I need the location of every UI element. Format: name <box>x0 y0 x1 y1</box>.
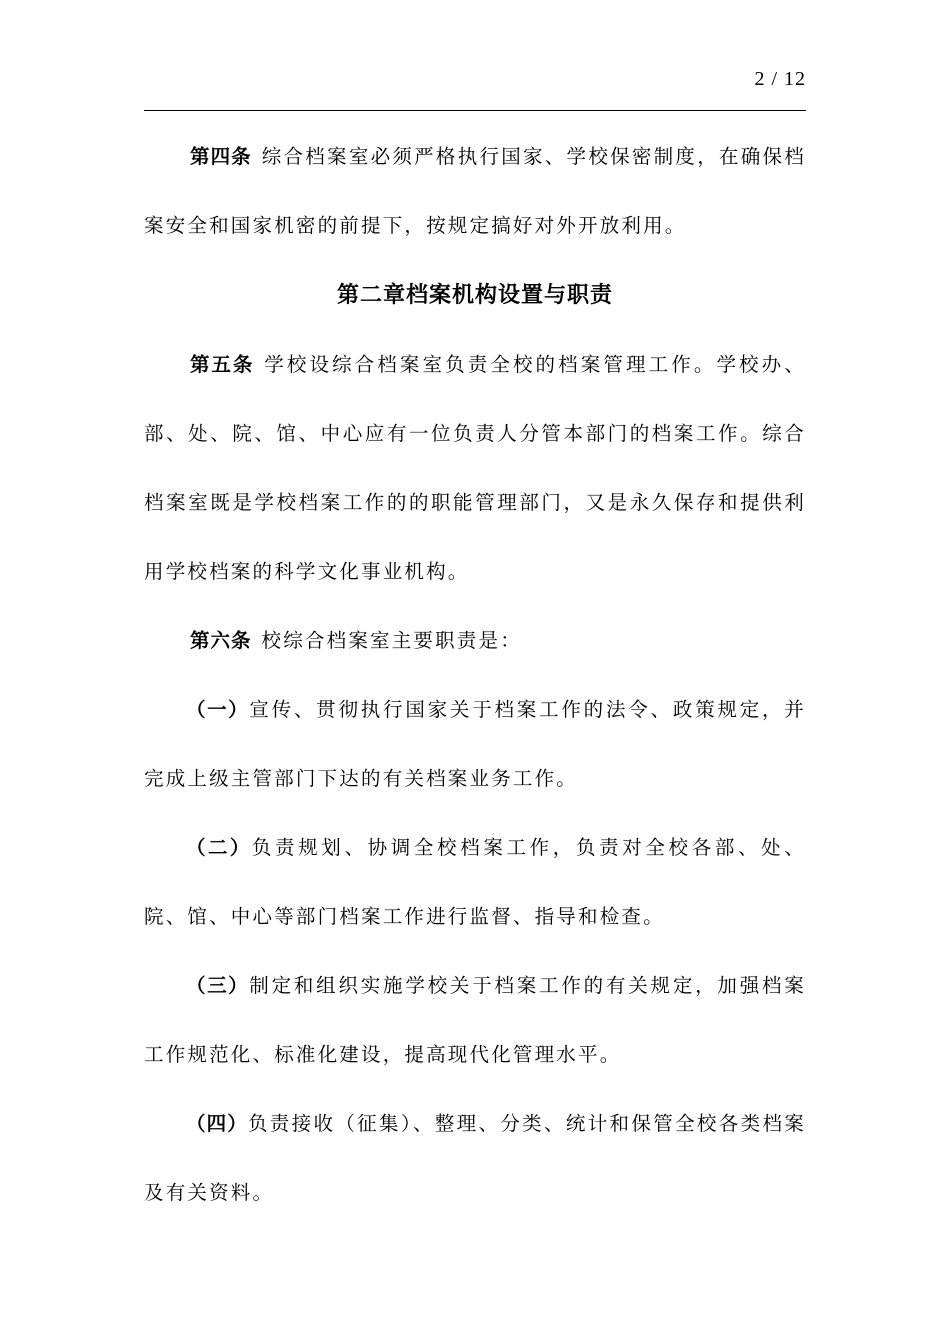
header-rule <box>144 110 806 111</box>
article-5 <box>144 330 806 606</box>
duty-item-3-text: 制定和组织实施学校关于档案工作的有关规定，加强档案工作规范化、标准化建设，提高现代化管理水平。 <box>144 974 806 1066</box>
duty-item-3-lead: （三） <box>186 974 250 997</box>
article-4-lead: 第四条 <box>190 145 252 168</box>
article-6-lead: 第六条 <box>190 629 252 652</box>
duty-item-1 <box>144 675 806 813</box>
document-body <box>144 122 806 1227</box>
duty-item-4 <box>144 1089 806 1227</box>
duty-item-2 <box>144 813 806 951</box>
duty-item-1-lead: （一） <box>186 698 250 721</box>
duty-item-1-text: 宣传、贯彻执行国家关于档案工作的法令、政策规定，并完成上级主管部门下达的有关档案业务工作。 <box>144 698 806 790</box>
chapter-2-title: 第二章档案机构设置与职责 <box>336 282 613 308</box>
duty-item-2-lead: （二） <box>186 836 252 859</box>
article-5-lead: 第五条 <box>190 353 255 376</box>
article-4 <box>144 122 806 260</box>
duty-item-4-text: 负责接收（征集）、整理、分类、统计和保管全校各类档案及有关资料。 <box>144 1112 806 1204</box>
article-6-text: 校综合档案室主要职责是： <box>261 629 522 652</box>
duty-item-4-lead: （四） <box>186 1112 248 1135</box>
article-6 <box>144 606 806 675</box>
duty-item-3 <box>144 951 806 1089</box>
duty-item-2-text: 负责规划、协调全校档案工作，负责对全校各部、处、院、馆、中心等部门档案工作进行监督、指导和检查。 <box>144 836 806 928</box>
article-5-text: 学校设综合档案室负责全校的档案管理工作。学校办、部、处、院、馆、中心应有一位负责人分管本部门的档案工作。综合档案室既是学校档案工作的的职能管理部门，又是永久保存和提供利用学校档案的科学文化事业机构。 <box>144 353 806 583</box>
article-4-text: 综合档案室必须严格执行国家、学校保密制度，在确保档案安全和国家机密的前提下，按规定搞好对外开放利用。 <box>144 145 806 237</box>
page-number: 2 / 12 <box>754 68 806 90</box>
